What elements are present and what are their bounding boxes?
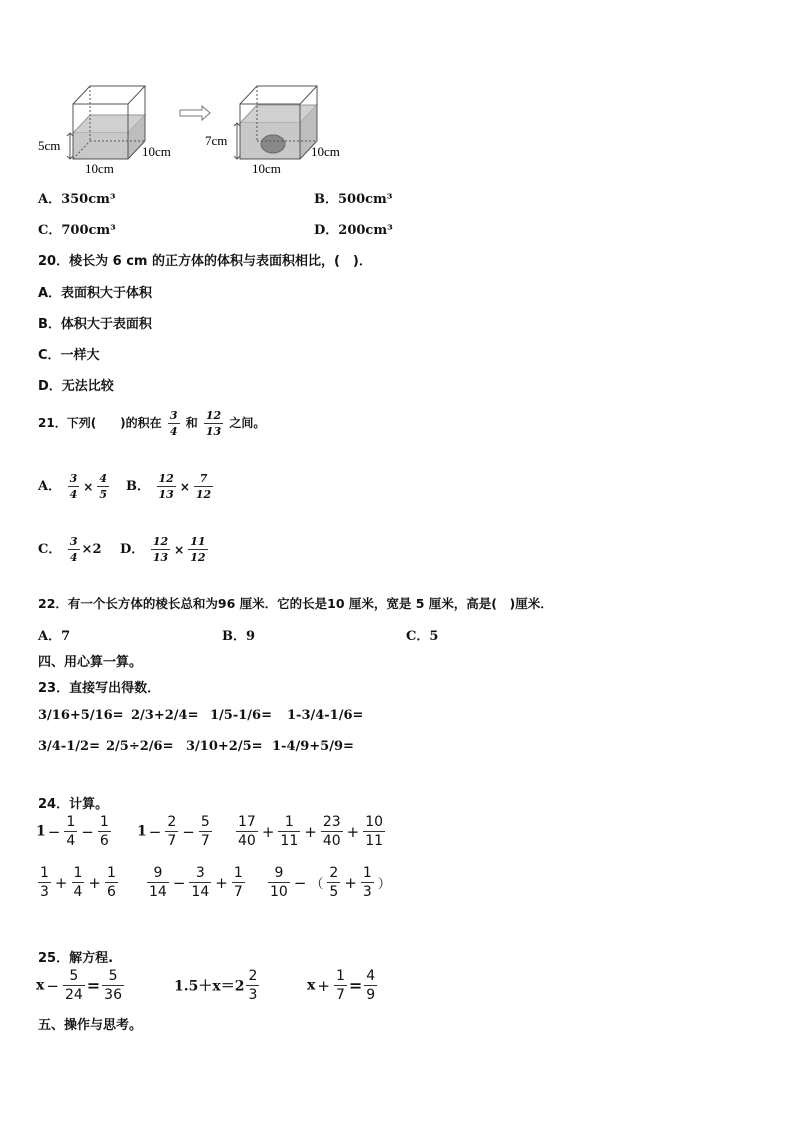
q23-item-8: 1-4/9+5/9= [272, 739, 354, 754]
q21-option-c[interactable] [38, 536, 102, 563]
left-depth-label: 10cm [142, 144, 171, 159]
q23-item-3: 1/5-1/6= [210, 708, 272, 723]
q21-fraction-lower: $\frac{3}{4}$ [169, 409, 178, 438]
times-two: ×2 [81, 542, 102, 557]
q23-item-1: 3/16+5/16= [38, 708, 124, 723]
times-sign: × [83, 479, 94, 494]
q22-stem: 22．有一个长方体的棱长总和为96 厘米．它的长是10 厘米，宽是 5 厘米，高是( )厘米． [38, 596, 553, 611]
q24-expr-4: $\frac{1}{3}$ + $\frac{1}{4}$ + $\frac{1}{6}$ [40, 865, 116, 900]
option-letter: B． [126, 479, 150, 494]
right-container [234, 86, 317, 159]
q20-option-a[interactable]: A．表面积大于体积 [38, 286, 153, 301]
q24-expr-5: $\frac{9}{14}$ − $\frac{3}{14}$ + $\frac{1}{7}$ [149, 865, 243, 900]
cube-water-figure [30, 78, 360, 178]
q21-stem [38, 410, 265, 437]
q25-equation-3: x + $\frac{1}{7}$ = $\frac{4}{9}$ [307, 968, 376, 1003]
fraction: $\frac{4}{5}$ [99, 472, 107, 501]
option-letter: C． [38, 542, 62, 557]
option-letter: D． [120, 542, 145, 557]
q25-equation-2: 1.5＋x＝2 $\frac{2}{3}$ [174, 968, 258, 1003]
q23-item-2: 2/3+2/4= [131, 708, 199, 723]
option-text: 500cm³ [338, 192, 393, 207]
q21-option-b[interactable] [126, 473, 215, 500]
section-four-heading: 四、用心算一算。 [38, 655, 143, 670]
fraction: $\frac{7}{12}$ [195, 472, 212, 501]
q24-expr-6: $\frac{9}{10}$ − （ $\frac{2}{5}$ + $\frac{1}{3}$ ） [270, 865, 391, 900]
option-letter: B． [314, 192, 338, 207]
option-text: 200cm³ [338, 223, 393, 238]
q24-expr-2: 1 − $\frac{2}{7}$ − $\frac{5}{7}$ [137, 814, 210, 849]
q22-option-c[interactable]: C．5 [406, 629, 439, 644]
right-height-label: 7cm [205, 133, 228, 148]
fraction: $\frac{11}{12}$ [190, 535, 206, 564]
q20-option-d[interactable]: D．无法比较 [38, 379, 114, 394]
q22-option-a[interactable]: A．7 [38, 629, 71, 644]
q21-between-word: 和 [185, 416, 198, 430]
q23-item-6: 2/5÷2/6= [106, 739, 174, 754]
q19-option-a[interactable] [38, 188, 116, 207]
q24-expr-1: 1 − $\frac{1}{4}$ − $\frac{1}{6}$ [36, 814, 109, 849]
fraction: $\frac{12}{13}$ [158, 472, 174, 501]
q20-option-c[interactable]: C．一样大 [38, 348, 100, 363]
option-text: 350cm³ [61, 192, 116, 207]
q21-option-a[interactable] [38, 473, 111, 500]
q21-stem-post: 之间。 [229, 416, 266, 430]
option-letter: A． [38, 192, 62, 207]
q25-equation-1: x − $\frac{5}{24}$ = $\frac{5}{36}$ [36, 968, 122, 1003]
fraction: $\frac{12}{13}$ [152, 535, 169, 564]
option-letter: C． [38, 223, 62, 238]
option-letter: A． [38, 479, 62, 494]
q19-option-c[interactable] [38, 219, 116, 238]
q24-expr-3: $\frac{17}{40}$ + $\frac{1}{11}$ + $\frac{23}{40}$ + $\frac{10}{11}$ [238, 814, 384, 849]
times-sign: × [179, 479, 190, 494]
left-height-label: 5cm [38, 138, 61, 153]
q20-stem: 20．棱长为 6 cm 的正方体的体积与表面积相比，( )． [38, 254, 372, 269]
section-five-heading: 五、操作与思考。 [38, 1018, 143, 1033]
left-width-label: 10cm [85, 161, 114, 176]
q21-fraction-upper: $\frac{12}{13}$ [205, 409, 222, 438]
q22-option-b[interactable]: B．9 [222, 629, 256, 644]
q23-item-5: 3/4-1/2= [38, 739, 100, 754]
q23-item-4: 1-3/4-1/6= [287, 708, 364, 723]
q19-option-d[interactable] [314, 219, 393, 238]
q23-stem: 23．直接写出得数． [38, 681, 161, 696]
right-width-label: 10cm [252, 161, 281, 176]
fraction: $\frac{3}{4}$ [69, 535, 78, 564]
left-container [67, 86, 145, 159]
q19-option-b[interactable] [314, 188, 393, 207]
option-letter: D． [314, 223, 339, 238]
q25-stem: 25．解方程. [38, 951, 114, 966]
q21-stem-pre: 21．下列( )的积在 [38, 416, 162, 430]
q24-stem: 24．计算。 [38, 797, 109, 812]
times-sign: × [174, 542, 185, 557]
right-depth-label: 10cm [311, 144, 340, 159]
option-text: 700cm³ [61, 223, 116, 238]
arrow-icon [180, 106, 210, 120]
fraction: $\frac{3}{4}$ [69, 472, 78, 501]
q23-item-7: 3/10+2/5= [186, 739, 263, 754]
q20-option-b[interactable]: B．体积大于表面积 [38, 317, 152, 332]
q21-option-d[interactable] [120, 536, 210, 563]
